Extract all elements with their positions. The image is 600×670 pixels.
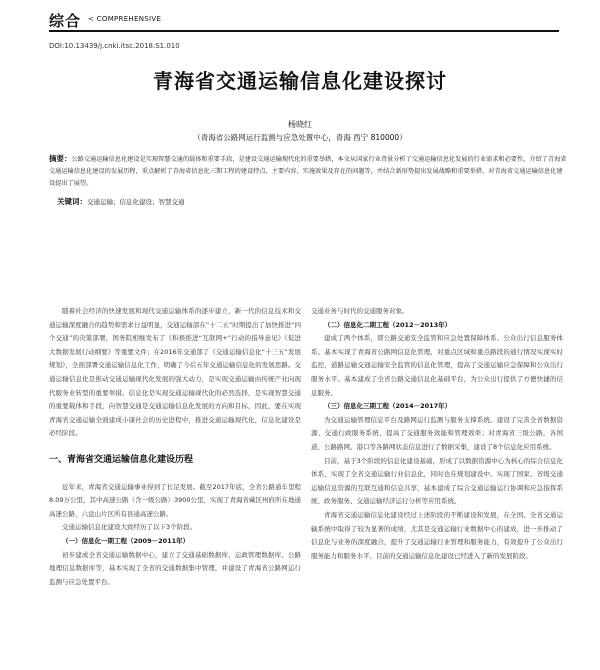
abstract (49, 153, 567, 190)
paragraph: 青海省交通运输信息化建设经过上述阶段的不断建设和发展，在全国、全省交通运输系统中取得了较为显著的成绩，尤其是交通运输行业数据中心的建成，进一步推动了信息化与业务的深度融合，提升了交通运输行业管理和服务能力，有效提升了公众出行服务能力和服务水平。目前的交通运输信息化建设已经进入了新的发展阶段。 (311, 510, 563, 560)
subsection-heading: （三）信息化三期工程（2014－2017年） (324, 402, 452, 411)
paragraph: 为交通运输管理信息平台及路网运行监测与服务支撑系统。建设了完善全省数据资源、交通行政服务系统，提高了交通服务效能和管理效率；对青海省三级公路，各国道、公路路网、港口等各路网状态信息进行了数据采集，建设了8个信息化应用系统。 (311, 415, 563, 451)
author: 杨晓红 (288, 120, 312, 129)
section-heading: 一、青海省交通运输信息化建设历程 (49, 454, 194, 465)
paragraph: 建成了两个体系，即公路交通安全监管和应急处置保障体系、公众出行信息服务体系。基本实现了青海省公路网信息化管理，对重点区域和重点路段的通行情况实现实时监控，道路运输交通运输安全监管的信息化管理，提高了交通运输应急保障和公众出行服务水平。基本建成了全省公路交通信息化基础平台，为公众出行提供了方便快捷的信息服务。 (311, 334, 563, 397)
abstract-text: 公路交通运输信息化建设是实现智慧交通的载体和重要手段，是建设交通运输现代化的重要举措，本文从国家行业背景分析了交通运输信息化发展的行业需求和必要性，介绍了青海省交通运输信息化建设的发展历程，重点解析了青海省信息化三期工程的建设特点、主要内容、实施效果及存在的问题等，并结合新形势提出发展战略和重要举措，对青海省交通运输信息化建设提出了展望。 (49, 156, 567, 187)
section-label: 综合 (49, 12, 82, 30)
left-column (49, 305, 301, 589)
abstract-label: 摘要： (49, 154, 72, 163)
subsection-heading: （二）信息化二期工程（2012－2013年） (324, 320, 452, 329)
paragraph: 目前，基于3个阶段的信息化建设基础，形成了以数据资源中心为核心的综合信息化体系，实现了全省交通运输行业信息化，同时也在规划建设中。实现了国家、省级交通运输信息资源的互联互通和信息共享，基本建成了综合交通运输运行协调和应急指挥系统、政务服务、交通运输经济运行分析等应用系统。 (311, 456, 563, 506)
doi: DOI:10.13439/j.cnki.itsc.2018.S1.010 (49, 42, 180, 50)
subsection-heading: （一）信息化一期工程（2009－2011年） (62, 536, 190, 545)
page-header (49, 10, 559, 32)
keywords-label: 关键词： (57, 197, 87, 206)
paragraph: 交通运输信息化建设大致经历了以下3个阶段。 (62, 523, 197, 532)
section-label-en: < COMPREHENSIVE (88, 15, 162, 23)
paragraph: 初步建成全省交通运输数据中心，建立了交通基础数据库、运政管理数据库、公路地理信息数据库等，基本实现了全省的交通数据集中管理，并建设了青海省公路网运行监测与应急处置平台。 (49, 550, 301, 586)
keywords (57, 196, 185, 207)
article-title: 青海省交通运输信息化建设探讨 (153, 69, 447, 93)
affiliation: （青海省公路网运行监测与应急处置中心，青海 西宁 810000） (193, 133, 407, 142)
paragraph: 交通业务与时代的交通服务对象。 (311, 307, 409, 315)
paragraph: 近年来，青海省交通运输事业得到了长足发展。截至2017年底，全省公路通车里程8.09万公里，其中高速公路（含一级公路）3900公里，实现了青海省藏区州府所在地通高速公路，六盘山片区所有县通高速公路。 (49, 482, 302, 518)
right-column (311, 305, 563, 563)
keywords-text: 交通运输；信息化建设；智慧交通 (87, 198, 185, 206)
paragraph: 随着社会经济的快速发展和现代交通运输体系的逐步建立，新一代的信息技术和交通运输深度融合的趋势和需求日益明显，交通运输部在“十二五”时期提出了加快推进“四个交通”的决策部署，国务院相继发布了《积极推进“互联网+”行动的指导意见》《促进大数据发展行动纲要》等重要文件；在2016年交通部了《交通运输信息化“十三五”发展规划》，全面部署交通运输信息化工作，明确了今后五年交通运输信息化的发展思路。交通运输信息化是推动交通运输现代化发展的强大动力，是实现交通运输由传统产业向现代服务业转型的重要举措。信息化是实现交通运输现代化的必然选择，是实现智慧交通的重要载体和手段，向智慧交通是交通运输信息化发展的方向和目标，因此，要在实现青海省交通运输全面建成小康社会的历史进程中，推进交通运输现代化，信息化建设是必经阶段。 (49, 307, 301, 438)
